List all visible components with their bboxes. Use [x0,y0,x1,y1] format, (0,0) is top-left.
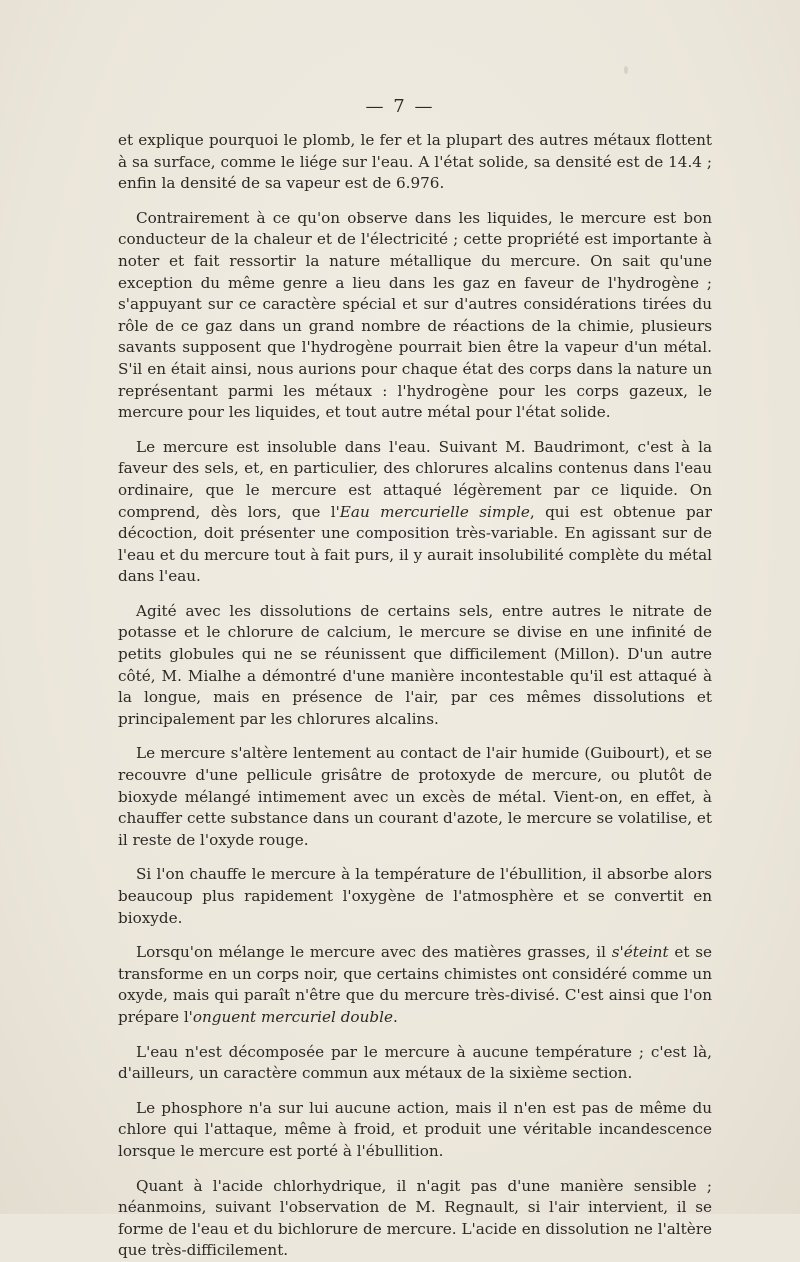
paper-spot [624,66,628,74]
text-run: Le phosphore n'a sur lui aucune action, mais il n'en est pas de même du chlore qui l'attaque, même à froid, et produit une véritable incandescence lorsque le mercure est porté à l'ébullition. [118,1098,712,1160]
text-run: . [392,1007,398,1026]
italic-text: onguent mercuriel double [192,1007,393,1026]
text-run: Agité avec les dissolutions de certains sels, entre autres le nitrate de potasse et le chlorure de calcium, le mercure se divise en une infinité de petits globules qui ne se réunissent que difficilement (Millon). D'un autre côté, M. Mialhe a démontré d'une manière incontestable qu'il est attaqué à la longue, mais en présence de l'air, par ces mêmes dissolutions et principalement par les chlorures alcalins. [118,601,712,728]
text-run: et explique pourquoi le plomb, le fer et la plupart des autres métaux flottent à sa surface, comme le liége sur l'eau. A l'état solide, sa densité est de 14.4 ; enfin la densité de sa vapeur est de 6.976. [118,131,712,193]
italic-text: Eau mercurielle simple [339,502,530,521]
text-run: Le mercure est insoluble dans l'eau. Suivant M. Baudrimont, c'est à la faveur des sels, et, en particulier, des chlorures alcalins contenus dans l'eau ordinaire, que le mercure est attaqué légèrement par ce liquide. On comprend, dès lors, que l' [118,437,712,521]
paragraph-p6 [118,864,712,929]
text-run: , qui est obtenue par décoction, doit présenter une composition très-variable. En agissant sur de l'eau et du mercure tout à fait purs, il y aurait insolubilité complète du métal dans l'eau. [118,502,713,586]
text-run: Le mercure s'altère lentement au contact de l'air humide (Guibourt), et se recouvre d'une pellicule grisâtre de protoxyde de mercure, ou plutôt de bioxyde mélangé intimement avec un excès de métal. Vient-on, en effet, à chauffer cette substance dans un courant d'azote, le mercure se volatilise, et il reste de l'oxyde rouge. [118,744,712,849]
paragraph-p10 [118,1176,712,1262]
paragraph-p7 [118,942,712,1028]
body-text [118,130,712,1262]
paragraph-p5 [118,743,712,851]
text-run: Quant à l'acide chlorhydrique, il n'agit pas d'une manière sensible ; néanmoins, suivant l'observation de M. Regnault, si l'air intervient, il se forme de l'eau et du bichlorure de mercure. L'acide en dissolution ne l'altère que très-difficilement. [118,1176,712,1260]
paragraph-p4 [118,601,712,731]
text-run: Si l'on chauffe le mercure à la température de l'ébullition, il absorbe alors beaucoup plus rapidement l'oxygène de l'atmosphère et se convertit en bioxyde. [118,865,712,927]
text-run: Contrairement à ce qu'on observe dans les liquides, le mercure est bon conducteur de la chaleur et de l'électricité ; cette propriété est importante à noter et fait ressortir la nature métallique du mercure. On sait qu'une exception du même genre a lieu dans les gaz en faveur de l'hydrogène ; s'appuyant sur ce caractère spécial et sur d'autres considérations tirées du rôle de ce gaz dans un grand nombre de réactions de la chimie, plusieurs savants supposent que l'hydrogène pourrait bien être la vapeur d'un métal. S'il en était ainsi, nous aurions pour chaque état des corps dans la nature un représentant parmi les métaux : l'hydrogène pour les corps gazeux, le mercure pour les liquides, et tout autre métal pour l'état solide. [118,208,712,422]
text-run: Lorsqu'on mélange le mercure avec des matières grasses, il [136,943,612,962]
paragraph-p3 [118,437,712,588]
text-run: L'eau n'est décomposée par le mercure à aucune température ; c'est là, d'ailleurs, un caractère commun aux métaux de la sixième section. [118,1042,712,1083]
paragraph-p8 [118,1042,712,1085]
paragraph-p9 [118,1098,712,1163]
italic-text: s'éteint [611,943,669,962]
paragraph-p1 [118,130,712,195]
paragraph-p2 [118,208,712,424]
text-run: et se transforme en un corps noir, que certains chimistes ont considéré comme un oxyde, mais qui paraît n'être que du mercure très-divisé. C'est ainsi que l'on prépare l' [118,943,712,1026]
page-number: — 7 — [365,96,435,117]
